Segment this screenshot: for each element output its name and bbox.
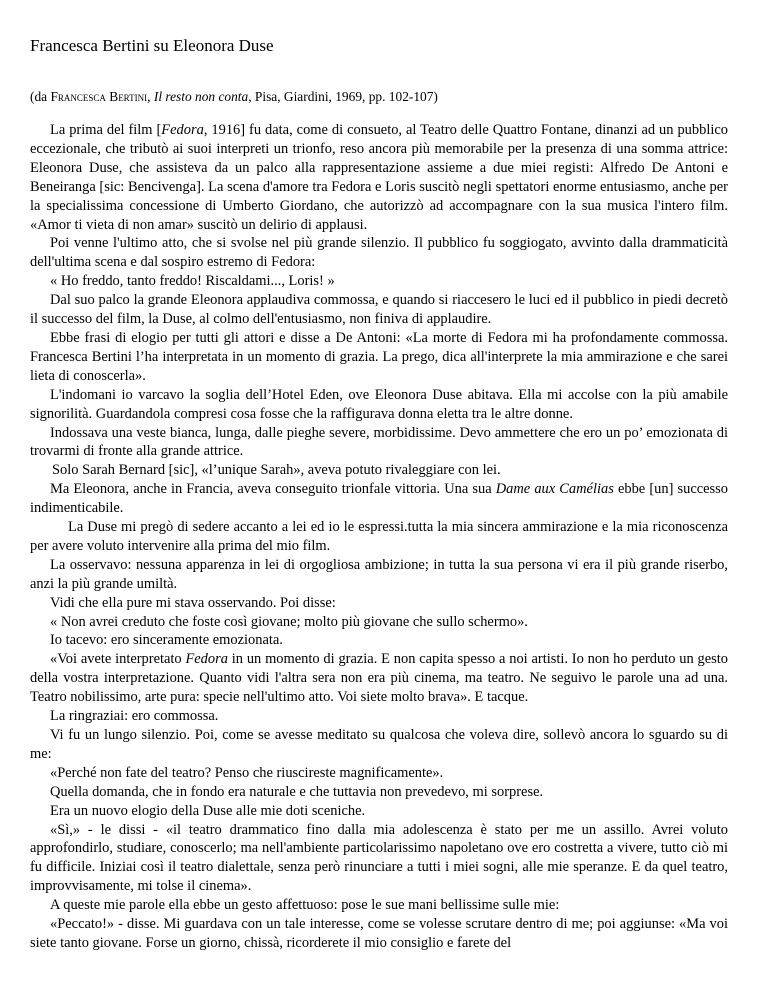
paragraph: «Perché non fate del teatro? Penso che riuscireste magnificamente». [50, 764, 444, 781]
italic-title: Fedora [185, 651, 228, 668]
paragraph: «Voi avete interpretato Fedora in un momento di grazia. E non capita spesso a noi artisti. Io non ho perduto un gesto della vostra interpretazione. Quanto vidi l'altra sera non era più cinema, ma teatro. Ne seguivo le parole una ad una. Teatro nobilissimo, arte pura: specie nell'ultimo atto. Voi siete molto brava». E tacque. [30, 651, 728, 706]
paragraph: Ebbe frasi di elogio per tutti gli attori e disse a De Antoni: «La morte di Fedora mi ha profondamente commossa. Francesca Bertini l’ha interpretata in un momento di grazia. La prego, dica all'interprete la mia ammirazione e che sarei lieta di conoscerla». [30, 329, 728, 384]
paragraph: « Non avrei creduto che foste così giovane; molto più giovane che sullo schermo». [50, 613, 528, 630]
paragraph: «Peccato!» - disse. Mi guardava con un tale interesse, come se volesse scrutare dentro di me; poi aggiunse: «Ma voi siete tanto giovane. Forse un giorno, chissà, ricorderete il mio consiglio e farete del [30, 916, 728, 951]
source-book-title: Il resto non conta [153, 89, 249, 104]
document-title: Francesca Bertini su Eleonora Duse [30, 36, 274, 55]
paragraph: «Sì,» - le dissi - «il teatro drammatico fino dalla mia adolescenza è stato per me un assillo. Avrei voluto approfondirlo, studiare, conoscerlo; ma nell'ambiente particolarissimo napoletano ove ero costretta a vivere, tutto ciò mi fu difficile. Iniziai così il teatro dialettale, senza però rinunciare a tutti i miei sogni, alle mie speranze. E da quel teatro, improvvisamente, mi tolse il cinema». [30, 821, 728, 895]
paragraph: La Duse mi pregò di sedere accanto a lei ed io le espressi.tutta la mia sincera ammirazione e la mia riconoscenza per avere voluto intervenire alla prima del mio film. [30, 519, 728, 554]
paragraph: La osservavo: nessuna apparenza in lei di orgogliosa ambizione; in tutta la sua persona vi era il più grande riserbo, anzi la più grande umiltà. [30, 556, 728, 592]
paragraph: Solo Sarah Bernard [sic], «l’unique Sarah», aveva potuto rivaleggiare con lei. [52, 462, 501, 479]
paragraph: Quella domanda, che in fondo era naturale e che tuttavia non prevedevo, mi sorprese. [50, 783, 544, 800]
italic-title: Dame aux Camélias [495, 481, 614, 498]
paragraph: Poi venne l'ultimo atto, che si svolse nel più grande silenzio. Il pubblico fu soggiogato, avvinto dalla drammaticità dell'ultima scena e dal sospiro estremo di Fedora: [30, 235, 728, 271]
document-body [30, 121, 728, 953]
paragraph: Vi fu un lungo silenzio. Poi, come se avesse meditato su qualcosa che voleva dire, sollevò ancora lo sguardo su di me: [30, 727, 728, 762]
paragraph: Ma Eleonora, anche in Francia, aveva conseguito trionfale vittoria. Una sua Dame aux Camélias ebbe [un] successo indimenticabile. [30, 481, 729, 517]
paragraph: Dal suo palco la grande Eleonora applaudiva commossa, e quando si riaccesero le luci ed il pubblico in piedi decretò il successo del film, la Duse, al colmo dell'entusiasmo, non finiva di applaudire. [30, 292, 728, 328]
paragraph: Io tacevo: ero sinceramente emozionata. [50, 632, 283, 649]
paragraph: « Ho freddo, tanto freddo! Riscaldami..., Loris! » [50, 273, 335, 290]
paragraph: La ringraziai: ero commossa. [50, 708, 219, 725]
source-author: Francesca Bertini [50, 89, 148, 104]
paragraph: La prima del film [Fedora, 1916] fu data, come di consueto, al Teatro delle Quattro Fontane, dinanzi ad un pubblico eccezionale, che tributò ai suoi interpreti un trionfo, reso ancora più memorabile per la presenza di una somma attrice: Eleonora Duse, che assisteva da un palco alla rappresentazione assieme a due miei registi: Alfredo De Antoni e Beneiranga [sic: Bencivenga]. La scena d'amore tra Fedora e Loris suscitò negli spettatori enorme entusiasmo, anche per la specialissima concessione di Umberto Giordano, che autorizzò ad accompagnare con la sua musica l'intero film. «Amor ti vieta di non amar» suscitò un delirio di applausi. [30, 122, 728, 233]
paragraph: Indossava una veste bianca, lunga, dalle pieghe severe, morbidissime. Devo ammettere che ero un po’ emozionata di trovarmi di fronte alla grande attrice. [30, 424, 728, 460]
paragraph: Era un nuovo elogio della Duse alle mie doti sceniche. [50, 802, 366, 819]
paragraph: A queste mie parole ella ebbe un gesto affettuoso: pose le sue mani bellissime sulle mie: [50, 897, 560, 914]
paragraph: L'indomani io varcavo la soglia dell’Hotel Eden, ove Eleonora Duse abitava. Ella mi accolse con la più amabile signorilità. Guardandola compresi cosa fosse che la raffigurava donna eletta tra le altre donne. [30, 386, 728, 422]
italic-title: Fedora [161, 122, 204, 138]
paragraph: Vidi che ella pure mi stava osservando. Poi disse: [50, 594, 336, 611]
source-citation: (da Francesca Bertini, Il resto non conta, Pisa, Giardini, 1969, pp. 102-107) [30, 89, 438, 104]
